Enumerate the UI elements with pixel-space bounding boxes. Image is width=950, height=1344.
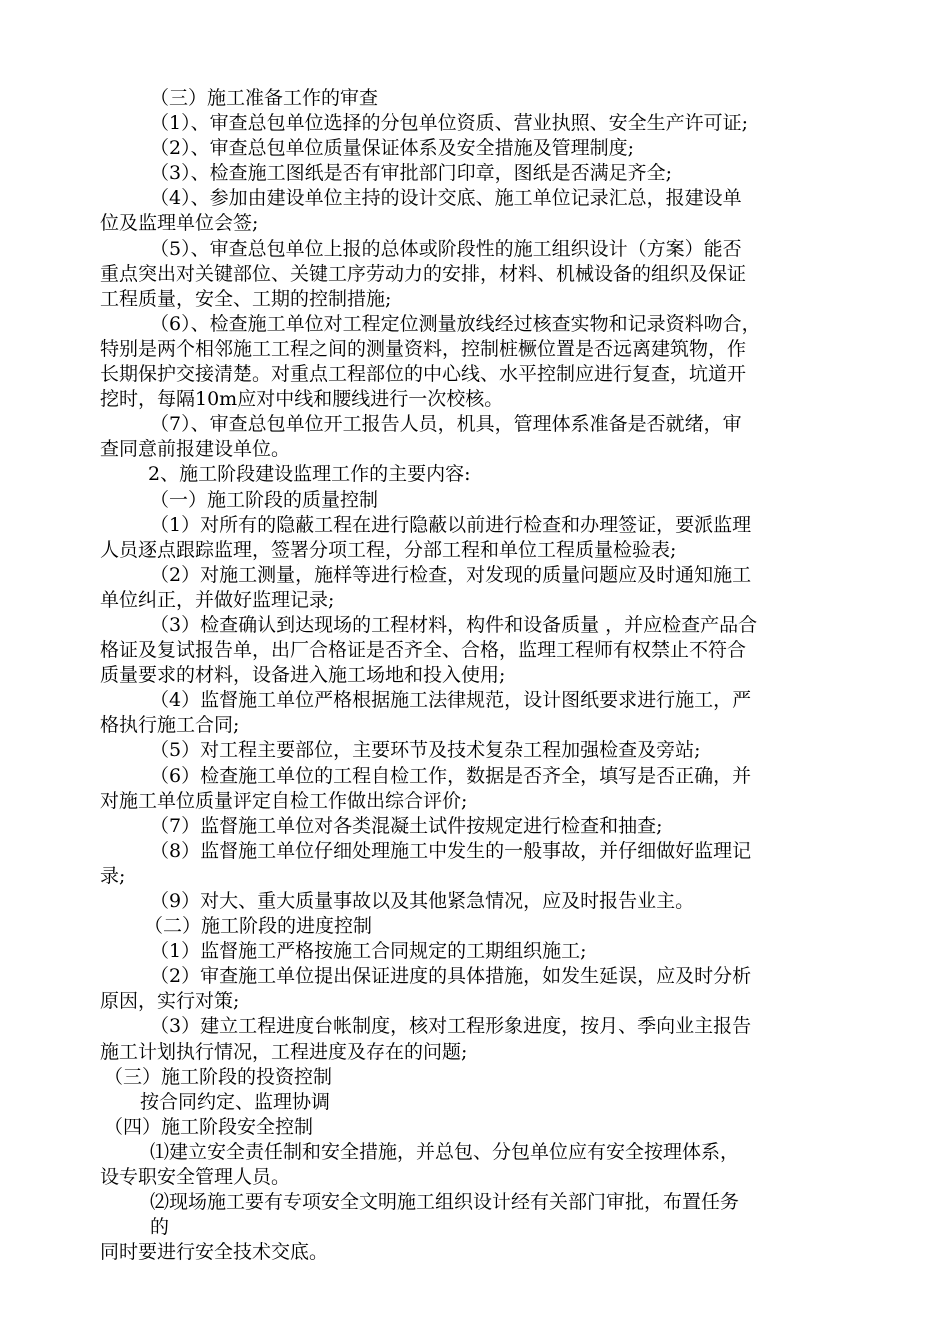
document-body [100, 86, 870, 1265]
text-line: （5）、审查总包单位上报的总体或阶段性的施工组织设计（方案）能否 [150, 237, 742, 260]
text-line: （2）审查施工单位提出保证进度的具体措施，如发生延误，应及时分析 [150, 965, 752, 988]
text-line: 设专职安全管理人员。 [100, 1166, 291, 1189]
text-line: （3）检查确认到达现场的工程材料，构件和设备质量 ，并应检查产品合 [150, 613, 758, 636]
text-line: （一）施工阶段的质量控制 [150, 488, 379, 511]
text-line: （8）监督施工单位仔细处理施工中发生的一般事故，并仔细做好监理记 [150, 839, 752, 862]
text-line: 位及监理单位会签; [100, 212, 259, 235]
text-line: 录; [100, 864, 126, 887]
text-line: （7）监督施工单位对各类混凝土试件按规定进行检查和抽查; [150, 814, 663, 837]
text-line: 原因，实行对策; [100, 990, 240, 1013]
text-line: （1）监督施工严格按施工合同规定的工期组织施工; [150, 940, 587, 963]
text-line: （1）对所有的隐蔽工程在进行隐蔽以前进行检查和办理签证，要派监理 [150, 513, 752, 536]
text-line: 单位纠正，并做好监理记录; [100, 588, 335, 611]
text-line: 特别是两个相邻施工工程之间的测量资料，控制桩橛位置是否远离建筑物，作 [100, 337, 747, 360]
text-line: （三）施工准备工作的审查 [150, 87, 379, 109]
text-line: （三）施工阶段的投资控制 [104, 1065, 333, 1088]
text-line: 2、施工阶段建设监理工作的主要内容: [148, 463, 471, 486]
text-line: 同时要进行安全技术交底。 [100, 1241, 329, 1264]
text-line: （5）对工程主要部位，主要环节及技术复杂工程加强检查及旁站; [150, 739, 701, 762]
text-line: 人员逐点跟踪监理，签署分项工程，分部工程和单位工程质量检验表; [100, 538, 677, 561]
text-line: 格执行施工合同; [100, 714, 240, 737]
text-line: 施工计划执行情况，工程进度及存在的问题; [100, 1040, 468, 1063]
text-line: （四）施工阶段安全控制 [104, 1115, 314, 1138]
text-line: （2）对施工测量，施样等进行检查，对发现的质量问题应及时通知施工 [150, 563, 752, 586]
text-line: ⑵现场施工要有专项安全文明施工组织设计经有关部门审批，布置任务 [150, 1191, 740, 1214]
text-line: 工程质量，安全、工期的控制措施; [100, 287, 392, 310]
text-line: 查同意前报建设单位。 [100, 438, 291, 461]
text-line: （9）对大、重大质量事故以及其他紧急情况，应及时报告业主。 [150, 890, 695, 912]
text-line: 的 [150, 1216, 170, 1239]
text-line: （2）、审查总包单位质量保证体系及安全措施及管理制度; [150, 137, 634, 160]
text-line: （二）施工阶段的进度控制 [144, 915, 373, 938]
text-line: ⑴建立安全责任制和安全措施，并总包、分包单位应有安全按理体系， [150, 1140, 740, 1163]
text-line: （1）、审查总包单位选择的分包单位资质、营业执照、安全生产许可证; [150, 112, 748, 135]
text-line: 挖时，每隔10m应对中线和腰线进行一次校核。 [100, 388, 504, 411]
text-line: 格证及复试报告单，出厂合格证是否齐全、合格，监理工程师有权禁止不符合 [100, 639, 747, 662]
text-line: 重点突出对关键部位、关键工序劳动力的安排，材料、机械设备的组织及保证 [100, 262, 747, 285]
text-line: （4）、参加由建设单位主持的设计交底、施工单位记录汇总，报建设单 [150, 187, 742, 210]
text-line: （3）、检查施工图纸是否有审批部门印章，图纸是否满足齐全; [150, 162, 672, 185]
text-line: 长期保护交接清楚。对重点工程部位的中心线、水平控制应进行复查，坑道开 [100, 363, 747, 386]
text-line: （4）监督施工单位严格根据施工法律规范，设计图纸要求进行施工，严 [150, 689, 752, 712]
text-line: 对施工单位质量评定自检工作做出综合评价; [100, 789, 468, 812]
text-line: 按合同约定、监理协调 [140, 1090, 331, 1113]
text-line: 质量要求的材料，设备进入施工场地和投入使用; [100, 664, 506, 687]
text-line: （3）建立工程进度台帐制度，核对工程形象进度，按月、季向业主报告 [150, 1015, 752, 1038]
text-line: （7）、审查总包单位开工报告人员，机具，管理体系准备是否就绪，审 [150, 413, 742, 436]
text-line: （6）、检查施工单位对工程定位测量放线经过核查实物和记录资料吻合， [150, 312, 761, 335]
text-line: （6）检查施工单位的工程自检工作，数据是否齐全，填写是否正确，并 [150, 764, 752, 787]
